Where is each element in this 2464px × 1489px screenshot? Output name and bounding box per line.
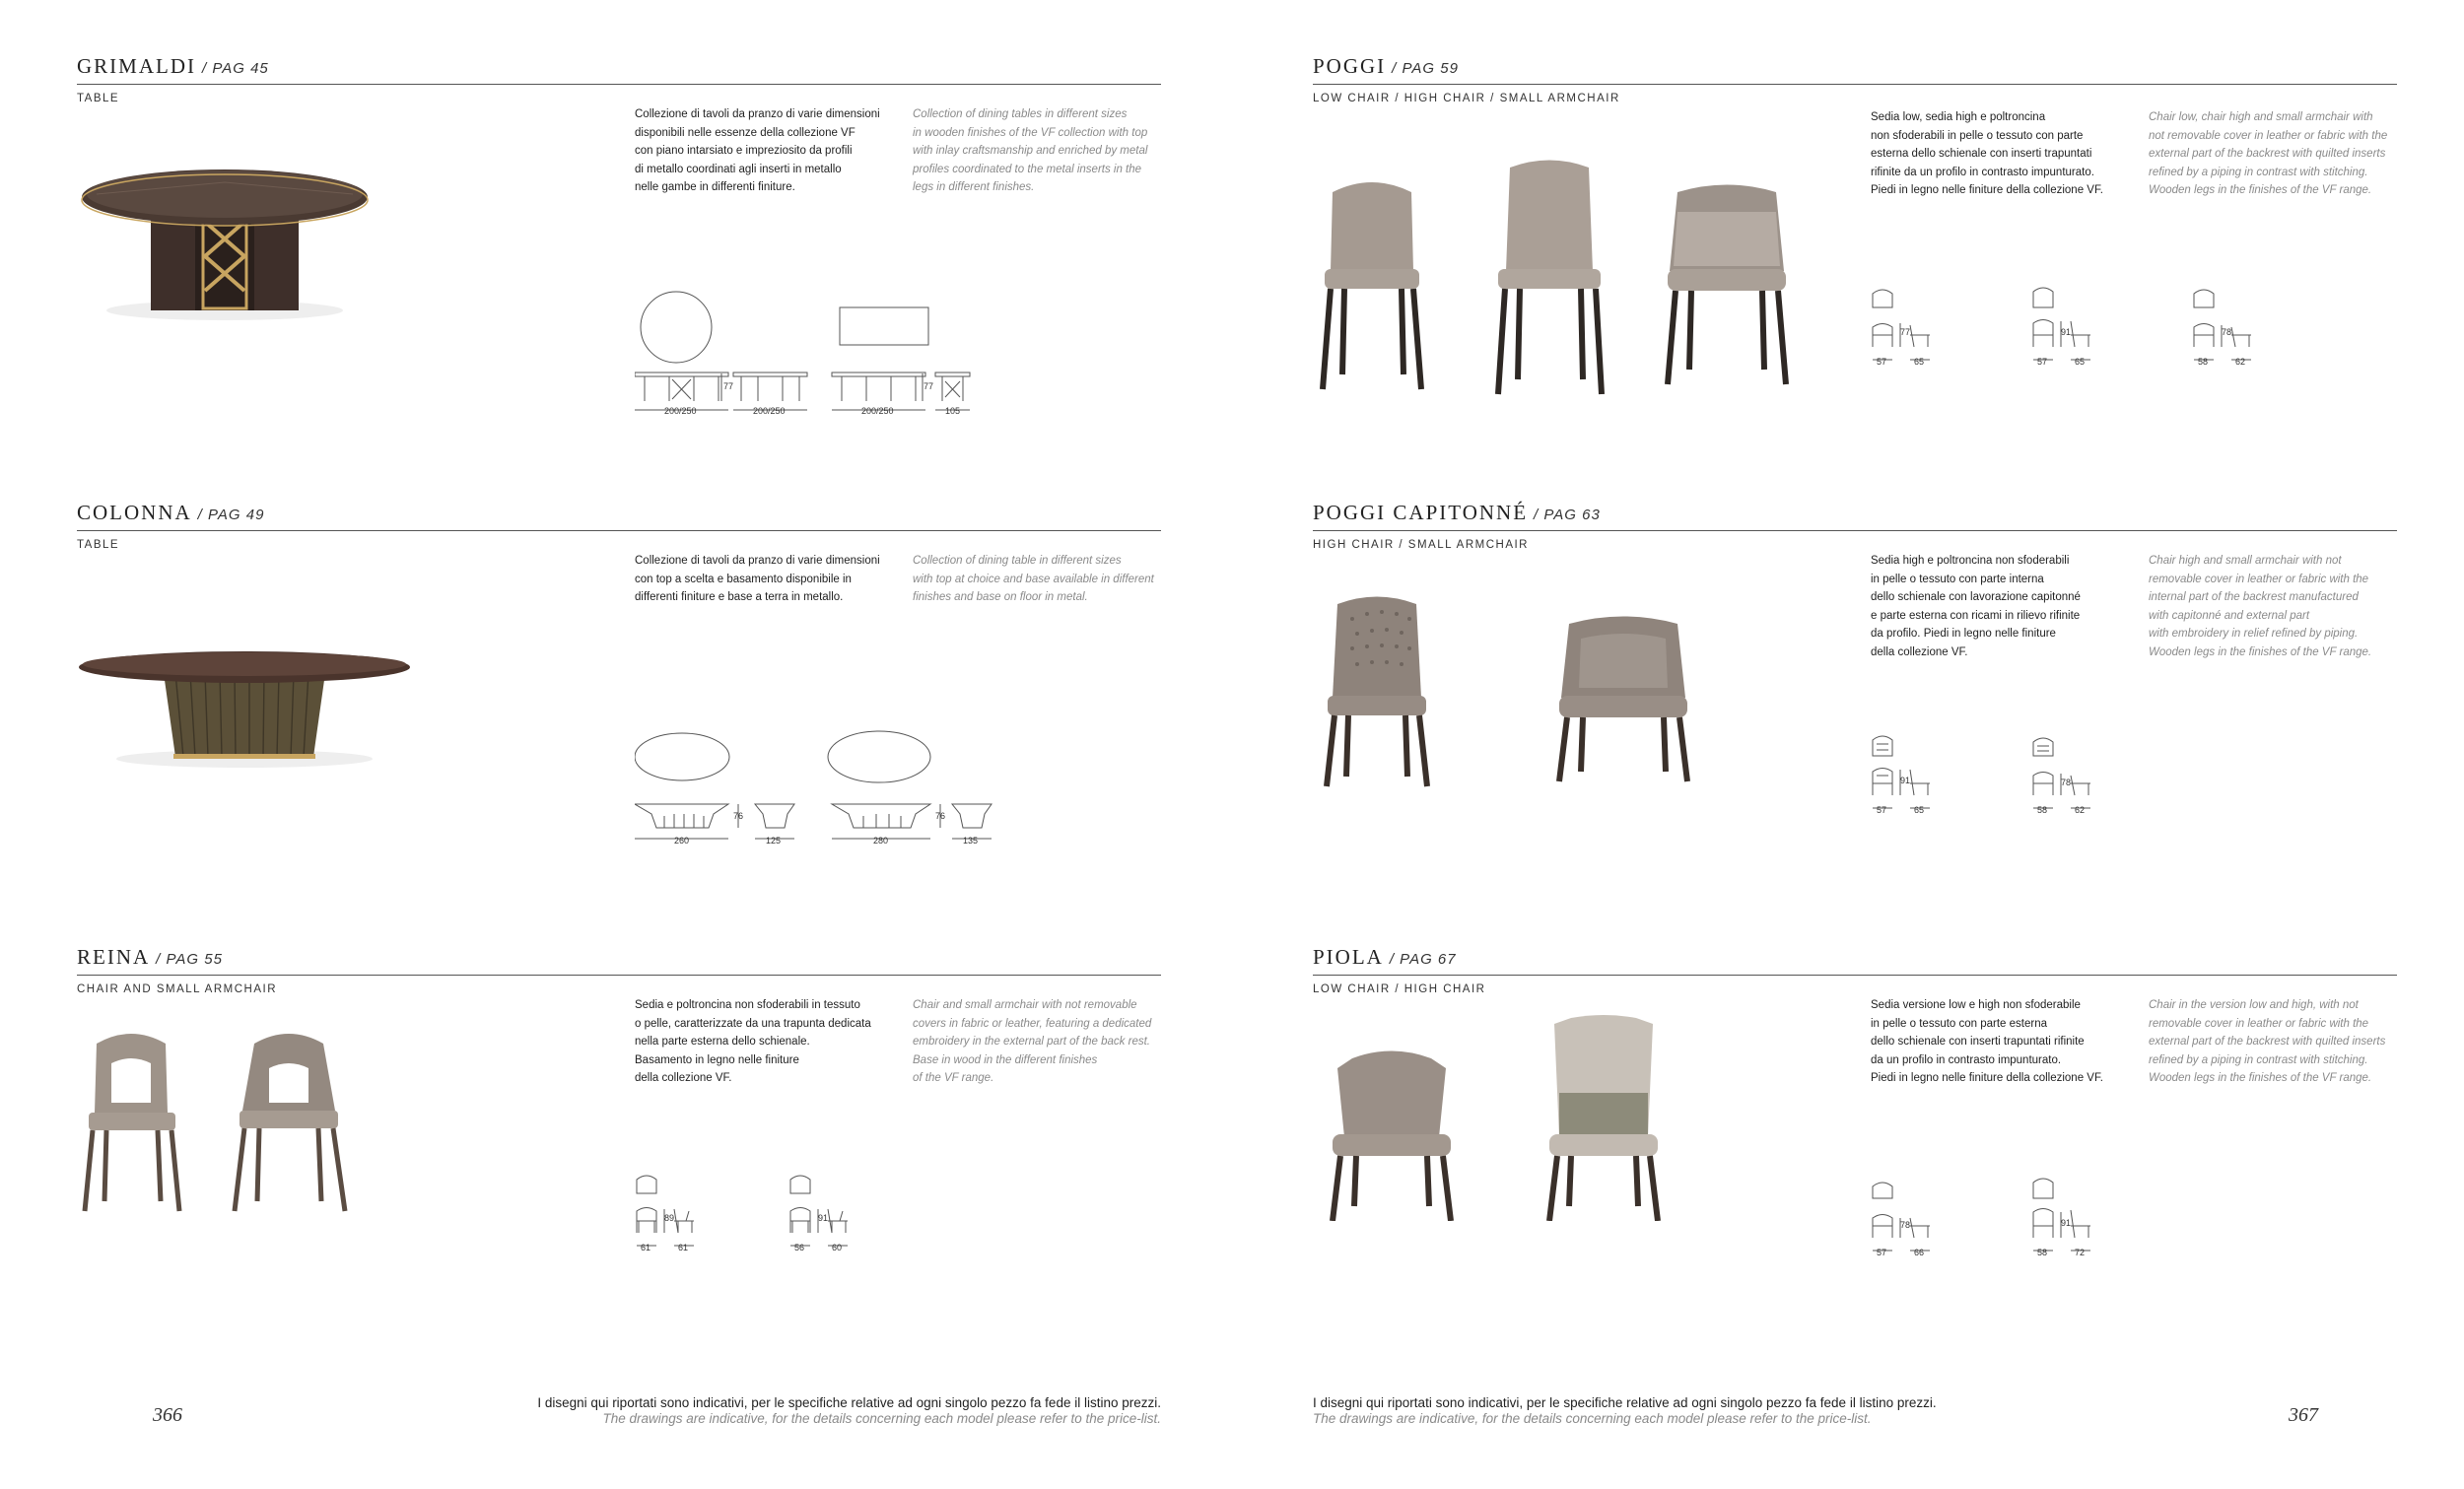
poggi-technical-drawings — [1871, 286, 2294, 384]
description-english: Chair and small armchair with not removable covers in fabric or leather, featuring a dedicated embroidery in the external part of the back rest. Base in wood in the different finishes of the VF range. — [913, 999, 1152, 1084]
dim-width: 200/250 — [753, 406, 786, 416]
description-english: Chair in the version low and high, with not removable cover in leather or fabric with the external part of the backrest with quilted inserts refined by a piping in contrast with stitching. Wooden legs in the finishes of the VF range. — [2149, 999, 2386, 1084]
grimaldi-technical-drawings — [635, 291, 1009, 424]
dim-height: 77 — [723, 381, 734, 391]
dim-depth: 65 — [1914, 357, 1925, 367]
dim-depth: 62 — [2075, 805, 2086, 815]
dim-width: 61 — [641, 1243, 651, 1252]
dim-depth: 105 — [945, 406, 961, 416]
product-subtitle: TABLE — [77, 93, 120, 104]
product-subtitle: TABLE — [77, 539, 120, 551]
product-name: GRIMALDI / PAG 45 — [77, 54, 269, 78]
grimaldi-table-photo — [77, 163, 373, 330]
piola-chairs-photo — [1313, 1014, 1727, 1221]
dim-width: 57 — [1877, 357, 1887, 367]
dim-depth: 65 — [1914, 805, 1925, 815]
description-english: Chair low, chair high and small armchair with not removable cover in leather or fabric with the external part of the backrest with quilted inserts refined by a piping in contrast with stitching. Wooden legs in the finishes of the VF range. — [2149, 111, 2388, 196]
product-name: COLONNA / PAG 49 — [77, 501, 265, 524]
page-reference: / PAG 49 — [197, 507, 265, 523]
dim-depth: 135 — [963, 836, 979, 846]
dim-height: 91 — [1900, 776, 1911, 785]
footer-disclaimer-english: The drawings are indicative, for the details concerning each model please refer to the price-list. — [1313, 1411, 1872, 1426]
poggi-chairs-photo — [1313, 153, 1825, 409]
section-reina — [77, 945, 1161, 1359]
section-header — [1313, 501, 2397, 531]
dim-width: 280 — [873, 836, 889, 846]
dim-height: 91 — [2061, 1218, 2072, 1228]
footer-disclaimer-italian: I disegni qui riportati sono indicativi, per le specifiche relative ad ogni singolo pezzo fa fede il listino prezzi. — [1313, 1395, 1937, 1410]
description-english: Collection of dining tables in different sizes in wooden finishes of the VF collection with top with inlay craftsmanship and enriched by metal profiles coordinated to the metal inserts in the legs in different finishes. — [913, 108, 1148, 193]
dim-width: 58 — [2198, 357, 2209, 367]
dim-depth: 72 — [2075, 1248, 2086, 1257]
dim-depth: 62 — [2235, 357, 2246, 367]
section-colonna — [77, 501, 1161, 914]
description-italian: Collezione di tavoli da pranzo di varie dimensioni disponibili nelle essenze della collezione VF con piano intarsiato e impreziosito da profili di metallo coordinati agli inserti in metallo nelle gambe in differenti finiture. — [635, 108, 880, 193]
product-name: PIOLA / PAG 67 — [1313, 945, 1457, 969]
section-header — [1313, 945, 2397, 976]
dim-width: 200/250 — [861, 406, 894, 416]
section-header — [77, 945, 1161, 976]
dim-depth: 65 — [2075, 357, 2086, 367]
dim-height: 78 — [1900, 1220, 1911, 1230]
section-header — [77, 54, 1161, 85]
dim-height: 91 — [818, 1213, 829, 1223]
product-name: POGGI CAPITONNÉ / PAG 63 — [1313, 501, 1601, 524]
poggi-capitonne-technical-drawings — [1871, 734, 2137, 833]
reina-chairs-photo — [77, 1024, 392, 1216]
page-reference: / PAG 45 — [202, 60, 269, 77]
dim-width: 56 — [794, 1243, 805, 1252]
dim-width: 57 — [2037, 357, 2048, 367]
product-subtitle: HIGH CHAIR / SMALL ARMCHAIR — [1313, 539, 1529, 551]
section-header — [1313, 54, 2397, 85]
product-subtitle: CHAIR AND SMALL ARMCHAIR — [77, 983, 277, 995]
description-italian: Sedia high e poltroncina non sfoderabili in pelle o tessuto con parte interna dello schienale con lavorazione capitonné e parte esterna con ricami in rilievo rifinite da profilo. Piedi in legno nelle finiture della collezione VF. — [1871, 555, 2081, 658]
dim-width: 57 — [1877, 805, 1887, 815]
product-subtitle: LOW CHAIR / HIGH CHAIR — [1313, 983, 1486, 995]
product-subtitle: LOW CHAIR / HIGH CHAIR / SMALL ARMCHAIR — [1313, 93, 1620, 104]
poggi-capitonne-chairs-photo — [1313, 589, 1727, 791]
page-reference: / PAG 67 — [1389, 951, 1457, 968]
dim-height: 77 — [924, 381, 934, 391]
footer-disclaimer-english: The drawings are indicative, for the details concerning each model please refer to the price-list. — [602, 1411, 1161, 1426]
dim-height: 91 — [2061, 327, 2072, 337]
dim-height: 76 — [733, 811, 744, 821]
section-poggi-capitonne — [1313, 501, 2397, 914]
description-english: Chair high and small armchair with not removable cover in leather or fabric with the internal part of the backrest manufactured with capitonné and external part with embroidery in relief refined by piping. Wooden legs in the finishes of the VF range. — [2149, 555, 2372, 658]
dim-depth: 66 — [1914, 1248, 1925, 1257]
page-number-left: 366 — [153, 1404, 182, 1426]
dim-height: 78 — [2222, 327, 2232, 337]
dim-height: 76 — [935, 811, 946, 821]
product-name: POGGI / PAG 59 — [1313, 54, 1459, 78]
dim-width: 58 — [2037, 805, 2048, 815]
dim-width: 57 — [1877, 1248, 1887, 1257]
dim-width: 58 — [2037, 1248, 2048, 1257]
section-grimaldi — [77, 54, 1161, 468]
description-english: Collection of dining table in different sizes with top at choice and base available in different finishes and base on floor in metal. — [913, 555, 1154, 603]
dim-depth: 60 — [832, 1243, 843, 1252]
dim-height: 89 — [664, 1213, 675, 1223]
dim-width: 200/250 — [664, 406, 697, 416]
piola-technical-drawings — [1871, 1177, 2137, 1275]
page-reference: / PAG 55 — [156, 951, 223, 968]
colonna-technical-drawings — [635, 727, 1009, 860]
page-number-right: 367 — [2289, 1404, 2318, 1426]
description-italian: Sedia versione low e high non sfoderabile in pelle o tessuto con parte esterna dello schienale con inserti trapuntati rifinite da un profilo in contrasto impunturato. Piedi in legno nelle finiture della collezione VF. — [1871, 999, 2103, 1084]
description-italian: Sedia low, sedia high e poltroncina non sfoderabili in pelle o tessuto con parte esterna dello schienale con inserti trapuntati rifinite da un profilo in contrasto impunturato. Piedi in legno nelle finiture della collezione VF. — [1871, 111, 2103, 196]
colonna-table-photo — [77, 643, 412, 772]
footer-disclaimer-italian: I disegni qui riportati sono indicativi, per le specifiche relative ad ogni singolo pezzo fa fede il listino prezzi. — [537, 1395, 1161, 1410]
reina-technical-drawings — [635, 1172, 881, 1270]
dim-width: 260 — [674, 836, 690, 846]
product-name: REINA / PAG 55 — [77, 945, 223, 969]
description-italian: Collezione di tavoli da pranzo di varie dimensioni con top a scelta e basamento disponibile in differenti finiture e base a terra in metallo. — [635, 555, 880, 603]
description-italian: Sedia e poltroncina non sfoderabili in tessuto o pelle, caratterizzate da una trapunta dedicata nella parte esterna dello schienale. Basamento in legno nelle finiture della collezione VF. — [635, 999, 871, 1084]
page-reference: / PAG 59 — [1392, 60, 1459, 77]
dim-depth: 61 — [678, 1243, 689, 1252]
section-poggi — [1313, 54, 2397, 468]
dim-depth: 125 — [766, 836, 782, 846]
dim-height: 78 — [2061, 778, 2072, 787]
dim-height: 77 — [1900, 327, 1911, 337]
section-piola — [1313, 945, 2397, 1359]
page-reference: / PAG 63 — [1534, 507, 1601, 523]
section-header — [77, 501, 1161, 531]
